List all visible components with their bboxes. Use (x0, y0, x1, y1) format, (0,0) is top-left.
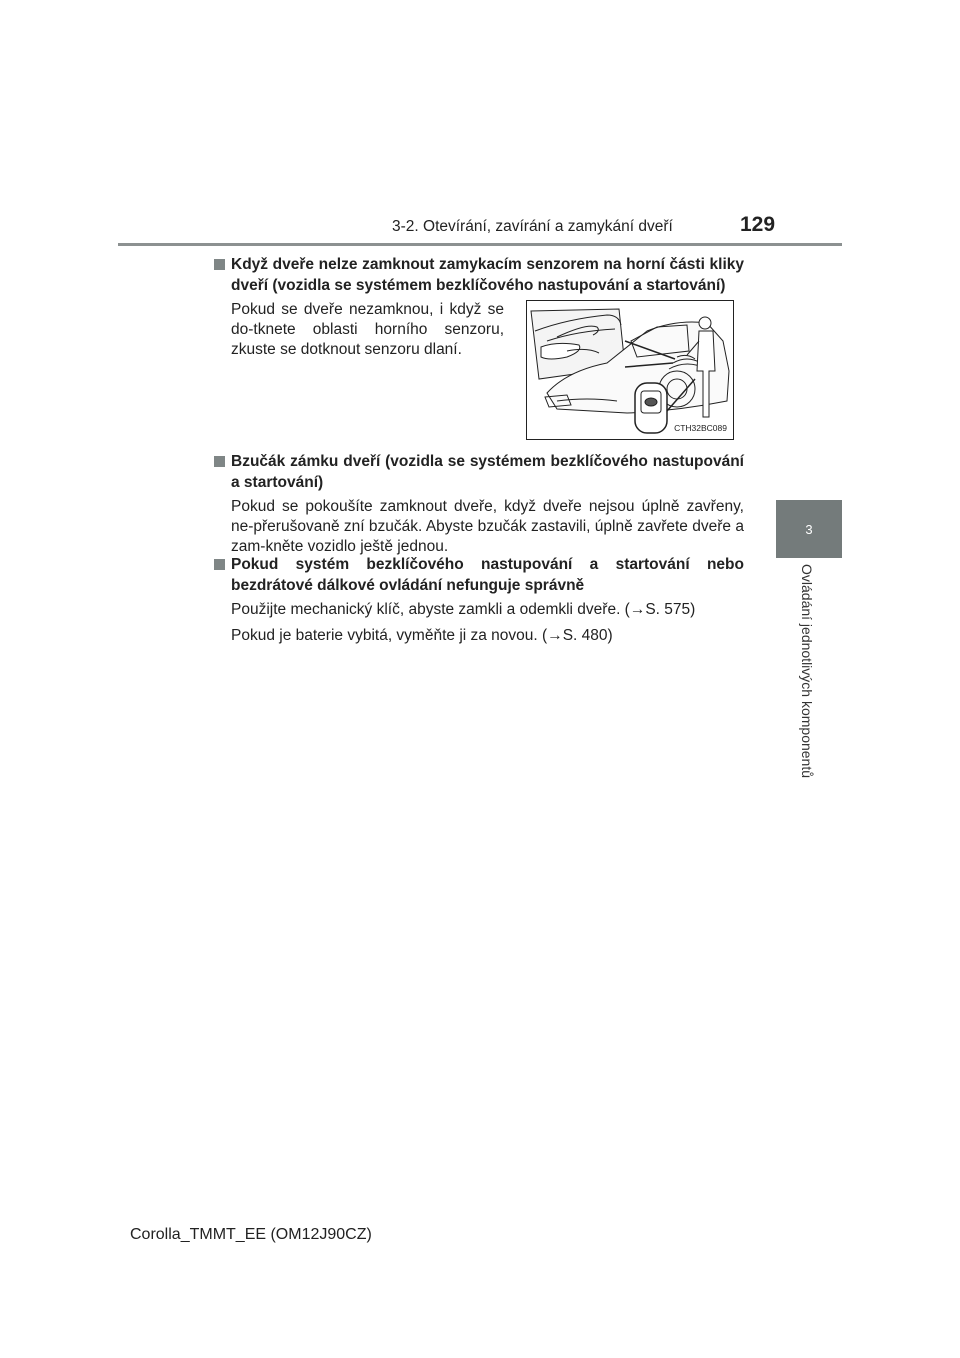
car-door-handle-illustration (527, 301, 733, 439)
section-lock-sensor (214, 254, 744, 296)
section-lock-sensor-body (214, 300, 504, 360)
paragraph: Pokud se dveře nezamknou, i když se do-tknete oblasti horního senzoru, zkuste se dotknout senzoru dlaní. (231, 301, 504, 358)
section-heading (214, 254, 744, 296)
page-number: 129 (740, 213, 776, 236)
heading-text: Pokud systém bezklíčového nastupování a startování nebo bezdrátové dálkové ovládání nefunguje správně (231, 556, 744, 594)
illustration-door-handle-sensor (526, 300, 734, 440)
heading-text: Když dveře nelze zamknout zamykacím senzorem na horní části kliky dveří (vozidla se systémem bezklíčového nastupování a startování) (231, 256, 744, 294)
header-rule (118, 243, 842, 246)
illustration-code: CTH32BC089 (674, 423, 727, 433)
square-bullet-icon (214, 259, 225, 270)
section-heading (214, 554, 744, 596)
paragraph: Pokud je baterie vybitá, vyměňte ji za novou. (→S. 480) (231, 627, 613, 644)
paragraph: Použijte mechanický klíč, abyste zamkli a odemkli dveře. (→S. 575) (231, 601, 696, 618)
paragraph: Pokud se pokoušíte zamknout dveře, když dveře nejsou úplně zavřeny, ne-přerušovaně zní bzučák. Abyste bzučák zastavili, úplně zavřete dveře a zam-kněte vozidlo ještě jednou. (231, 498, 744, 555)
section-heading (214, 451, 744, 493)
square-bullet-icon (214, 456, 225, 467)
heading-text: Bzučák zámku dveří (vozidla se systémem bezklíčového nastupování a startování) (231, 453, 744, 491)
chapter-number: 3 (805, 522, 813, 537)
section-door-buzzer (214, 451, 744, 557)
section-system-malfunction (214, 554, 744, 646)
chapter-tab (776, 500, 842, 558)
chapter-title: Ovládání jednotlivých komponentů (799, 564, 815, 779)
footer-manual-code: Corolla_TMMT_EE (OM12J90CZ) (130, 1226, 372, 1243)
square-bullet-icon (214, 559, 225, 570)
header-section-title: 3-2. Otevírání, zavírání a zamykání dveří (392, 218, 673, 235)
chapter-side-title (798, 564, 818, 794)
